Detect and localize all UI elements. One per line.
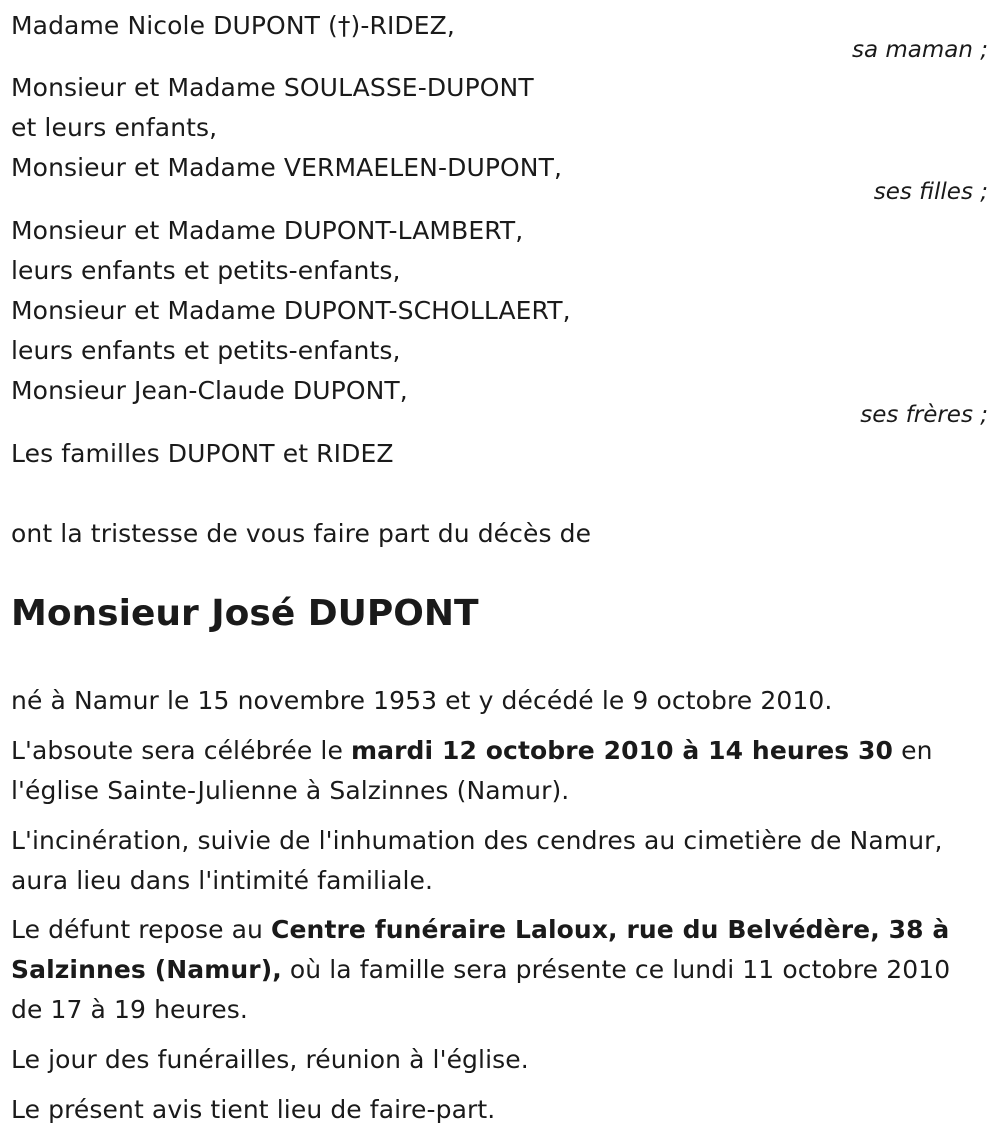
birth-death-line: né à Namur le 15 novembre 1953 et y décédé le 9 octobre 2010. xyxy=(11,686,833,715)
absoute-suffix: en xyxy=(893,736,933,765)
absoute-date: mardi 12 octobre 2010 à 14 heures 30 xyxy=(350,736,894,765)
repose-line-1 xyxy=(11,915,949,945)
absoute-line-2: l'église Sainte-Julienne à Salzinnes (Namur). xyxy=(11,776,570,805)
repose-place-2: Salzinnes (Namur), xyxy=(11,955,282,984)
repose-place-1: Centre funéraire Laloux, rue du Belvédère, 38 à xyxy=(271,915,950,944)
brothers-role: ses frères ; xyxy=(860,402,988,428)
daughter-line-2: et leurs enfants, xyxy=(11,113,218,142)
brother-line-4: leurs enfants et petits-enfants, xyxy=(11,336,401,365)
brother-line-5: Monsieur Jean-Claude DUPONT, xyxy=(11,376,408,405)
repose-suffix: où la famille sera présente ce lundi 11 octobre 2010 xyxy=(281,955,951,984)
repose-line-2 xyxy=(11,955,950,985)
notice-line: Le présent avis tient lieu de faire-part. xyxy=(11,1095,496,1124)
families-line: Les familles DUPONT et RIDEZ xyxy=(11,439,394,468)
repose-line-3: de 17 à 19 heures. xyxy=(11,995,248,1024)
daughter-line-3: Monsieur et Madame VERMAELEN-DUPONT, xyxy=(11,153,563,182)
mother-role: sa maman ; xyxy=(851,37,988,63)
mother-name: Madame Nicole DUPONT (†)-RIDEZ, xyxy=(11,11,455,40)
repose-prefix: Le défunt repose au xyxy=(11,915,272,944)
incineration-line-1: L'incinération, suivie de l'inhumation des cendres au cimetière de Namur, xyxy=(11,826,943,855)
deceased-name: Monsieur José DUPONT xyxy=(11,593,479,634)
daughters-role: ses filles ; xyxy=(873,179,988,205)
incineration-line-2: aura lieu dans l'intimité familiale. xyxy=(11,866,434,895)
absoute-line-1 xyxy=(11,736,933,766)
funeral-day-line: Le jour des funérailles, réunion à l'église. xyxy=(11,1045,529,1074)
absoute-prefix: L'absoute sera célébrée le xyxy=(11,736,351,765)
announcement-text: ont la tristesse de vous faire part du décès de xyxy=(11,519,592,548)
daughter-line-1: Monsieur et Madame SOULASSE-DUPONT xyxy=(11,73,534,102)
brother-line-1: Monsieur et Madame DUPONT-LAMBERT, xyxy=(11,216,524,245)
brother-line-3: Monsieur et Madame DUPONT-SCHOLLAERT, xyxy=(11,296,571,325)
brother-line-2: leurs enfants et petits-enfants, xyxy=(11,256,401,285)
